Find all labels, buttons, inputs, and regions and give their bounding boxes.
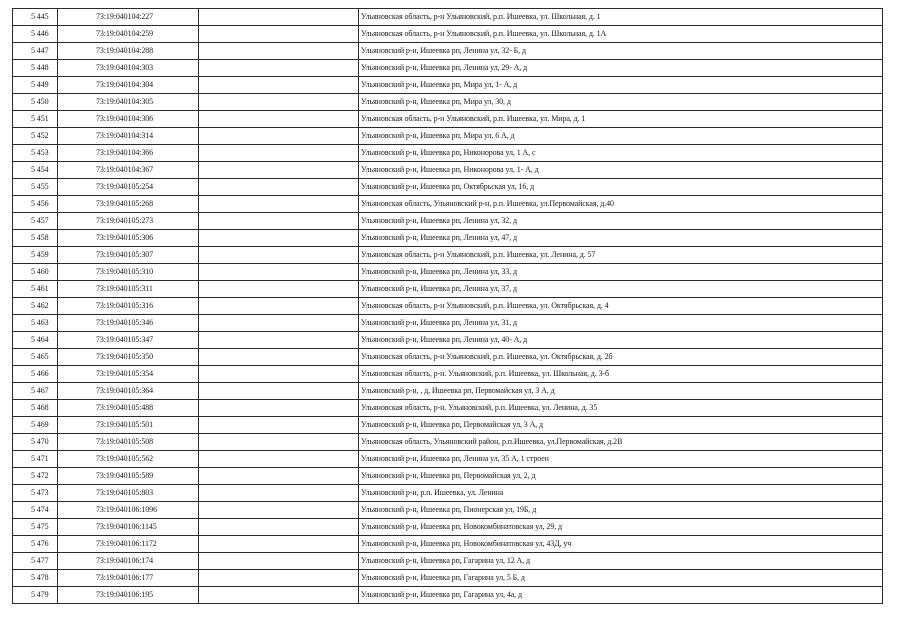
address-cell: Ульяновский р-н, р.п. Ишеевка, ул. Ленина [359, 485, 883, 502]
row-number-cell: 5 467 [13, 383, 58, 400]
table-row [13, 196, 883, 213]
cadastral-number-cell: 73:19:040105:501 [58, 417, 199, 434]
empty-cell [199, 196, 359, 213]
cadastral-number-cell: 73:19:040104:366 [58, 145, 199, 162]
row-number-cell: 5 465 [13, 349, 58, 366]
address-cell: Ульяновский р-н, Ишеевка рп, Ленина ул, 37, д [359, 281, 883, 298]
cadastral-number-cell: 73:19:040105:346 [58, 315, 199, 332]
table-row [13, 264, 883, 281]
empty-cell [199, 553, 359, 570]
cadastral-number-cell: 73:19:040105:589 [58, 468, 199, 485]
table-row [13, 502, 883, 519]
cadastral-number-cell: 73:19:040106:1096 [58, 502, 199, 519]
address-cell: Ульяновский р-н, Ишеевка рп, Ленина ул, 47, д [359, 230, 883, 247]
table-row [13, 383, 883, 400]
empty-cell [199, 298, 359, 315]
row-number-cell: 5 456 [13, 196, 58, 213]
cadastral-number-cell: 73:19:040104:367 [58, 162, 199, 179]
table-row [13, 485, 883, 502]
address-cell: Ульяновский р-н, Ишеевка рп, Ленина ул, 32, д [359, 213, 883, 230]
address-cell: Ульяновская область, р-н Ульяновский, р.п. Ишеевка, ул. Школьная, д. 1 [359, 9, 883, 26]
empty-cell [199, 43, 359, 60]
cadastral-number-cell: 73:19:040105:347 [58, 332, 199, 349]
table-row [13, 26, 883, 43]
row-number-cell: 5 475 [13, 519, 58, 536]
cadastral-number-cell: 73:19:040104:303 [58, 60, 199, 77]
table-row [13, 9, 883, 26]
address-cell: Ульяновский р-н, Ишеевка рп, Первомайская ул, 2, д [359, 468, 883, 485]
table-row [13, 332, 883, 349]
table-row [13, 315, 883, 332]
table-row [13, 570, 883, 587]
cadastral-number-cell: 73:19:040104:305 [58, 94, 199, 111]
cadastral-records-table [12, 8, 883, 604]
empty-cell [199, 94, 359, 111]
address-cell: Ульяновский р-н, Ишеевка рп, Ленина ул, 33, д [359, 264, 883, 281]
table-row [13, 519, 883, 536]
table-row [13, 111, 883, 128]
empty-cell [199, 9, 359, 26]
row-number-cell: 5 457 [13, 213, 58, 230]
address-cell: Ульяновский р-н, Ишеевка рп, Мира ул, 6 А, д [359, 128, 883, 145]
empty-cell [199, 536, 359, 553]
address-cell: Ульяновский р-н, Ишеевка рп, Ленина ул, 35 А, 1 строен [359, 451, 883, 468]
empty-cell [199, 145, 359, 162]
empty-cell [199, 417, 359, 434]
cadastral-number-cell: 73:19:040105:273 [58, 213, 199, 230]
empty-cell [199, 383, 359, 400]
address-cell: Ульяновская область, Ульяновский район, р.п.Ишеевка, ул.Первомайская, д.2В [359, 434, 883, 451]
address-cell: Ульяновская область, р-н Ульяновский, р.п. Ишеевка, ул. Октябрьская, д. 2б [359, 349, 883, 366]
row-number-cell: 5 477 [13, 553, 58, 570]
row-number-cell: 5 460 [13, 264, 58, 281]
table-row [13, 43, 883, 60]
cadastral-number-cell: 73:19:040104:306 [58, 111, 199, 128]
cadastral-number-cell: 73:19:040105:254 [58, 179, 199, 196]
empty-cell [199, 332, 359, 349]
cadastral-number-cell: 73:19:040105:803 [58, 485, 199, 502]
row-number-cell: 5 468 [13, 400, 58, 417]
cadastral-number-cell: 73:19:040104:314 [58, 128, 199, 145]
address-cell: Ульяновский р-н, Ишеевка рп, Мира ул, 30, д [359, 94, 883, 111]
address-cell: Ульяновский р-н, Ишеевка рп, Мира ул, 1- А, д [359, 77, 883, 94]
empty-cell [199, 179, 359, 196]
row-number-cell: 5 470 [13, 434, 58, 451]
empty-cell [199, 451, 359, 468]
cadastral-number-cell: 73:19:040105:364 [58, 383, 199, 400]
cadastral-number-cell: 73:19:040104:259 [58, 26, 199, 43]
table-row [13, 553, 883, 570]
address-cell: Ульяновская область, р-н Ульяновский, р.п. Ишеевка, ул. Ленина, д. 57 [359, 247, 883, 264]
address-cell: Ульяновский р-н, Ишеевка рп, Никонорова ул, 1- А, д [359, 162, 883, 179]
address-cell: Ульяновский р-н, Ишеевка рп, Никонорова ул, 1 А, с [359, 145, 883, 162]
table-row [13, 366, 883, 383]
cadastral-number-cell: 73:19:040106:1172 [58, 536, 199, 553]
address-cell: Ульяновский р-н, Ишеевка рп, Новокомбинатовская ул, 43Д, уч [359, 536, 883, 553]
cadastral-number-cell: 73:19:040105:311 [58, 281, 199, 298]
row-number-cell: 5 454 [13, 162, 58, 179]
table-row [13, 298, 883, 315]
row-number-cell: 5 459 [13, 247, 58, 264]
table-row [13, 179, 883, 196]
row-number-cell: 5 461 [13, 281, 58, 298]
cadastral-number-cell: 73:19:040105:268 [58, 196, 199, 213]
row-number-cell: 5 479 [13, 587, 58, 604]
empty-cell [199, 315, 359, 332]
table-row [13, 536, 883, 553]
row-number-cell: 5 466 [13, 366, 58, 383]
row-number-cell: 5 464 [13, 332, 58, 349]
row-number-cell: 5 455 [13, 179, 58, 196]
address-cell: Ульяновский р-н, Ишеевка рп, Октябрьская ул, 16, д [359, 179, 883, 196]
row-number-cell: 5 472 [13, 468, 58, 485]
empty-cell [199, 468, 359, 485]
empty-cell [199, 400, 359, 417]
address-cell: Ульяновский р-н, Ишеевка рп, Ленина ул, 32- Б, д [359, 43, 883, 60]
table-row [13, 451, 883, 468]
table-row [13, 94, 883, 111]
address-cell: Ульяновский р-н, Ишеевка рп, Ленина ул, 29- А, д [359, 60, 883, 77]
empty-cell [199, 434, 359, 451]
empty-cell [199, 247, 359, 264]
empty-cell [199, 213, 359, 230]
row-number-cell: 5 453 [13, 145, 58, 162]
cadastral-number-cell: 73:19:040106:1145 [58, 519, 199, 536]
row-number-cell: 5 445 [13, 9, 58, 26]
address-cell: Ульяновский р-н, Ишеевка рп, Ленина ул, 31, д [359, 315, 883, 332]
empty-cell [199, 230, 359, 247]
table-body [13, 9, 883, 604]
row-number-cell: 5 462 [13, 298, 58, 315]
cadastral-number-cell: 73:19:040105:306 [58, 230, 199, 247]
address-cell: Ульяновский р-н, Ишеевка рп, Первомайская ул, 3 А, д [359, 417, 883, 434]
table-row [13, 417, 883, 434]
row-number-cell: 5 448 [13, 60, 58, 77]
empty-cell [199, 128, 359, 145]
table-row [13, 468, 883, 485]
cadastral-number-cell: 73:19:040106:195 [58, 587, 199, 604]
table-row [13, 60, 883, 77]
table-row [13, 281, 883, 298]
row-number-cell: 5 471 [13, 451, 58, 468]
cadastral-number-cell: 73:19:040105:350 [58, 349, 199, 366]
row-number-cell: 5 473 [13, 485, 58, 502]
cadastral-number-cell: 73:19:040105:562 [58, 451, 199, 468]
address-cell: Ульяновская область, р-н. Ульяновский, р.п. Ишеевка, ул. Школьная, д. 3-б [359, 366, 883, 383]
address-cell: Ульяновский р-н, Ишеевка рп, Ленина ул, 40- А, д [359, 332, 883, 349]
address-cell: Ульяновская область, р-н. Ульяновский, р.п. Ишеевка, ул. Ленина, д. 35 [359, 400, 883, 417]
cadastral-number-cell: 73:19:040105:307 [58, 247, 199, 264]
address-cell: Ульяновский р-н, Ишеевка рп, Гагарина ул, 4а, д [359, 587, 883, 604]
empty-cell [199, 281, 359, 298]
address-cell: Ульяновская область, р-н Ульяновский, р.п. Ишеевка, ул. Октябрьская, д. 4 [359, 298, 883, 315]
address-cell: Ульяновская область, Ульяновский р-н, р.п. Ишеевка, ул.Первомайская, д.40 [359, 196, 883, 213]
cadastral-number-cell: 73:19:040104:288 [58, 43, 199, 60]
empty-cell [199, 587, 359, 604]
empty-cell [199, 502, 359, 519]
row-number-cell: 5 458 [13, 230, 58, 247]
row-number-cell: 5 449 [13, 77, 58, 94]
empty-cell [199, 60, 359, 77]
table-row [13, 145, 883, 162]
cadastral-number-cell: 73:19:040105:310 [58, 264, 199, 281]
empty-cell [199, 366, 359, 383]
table-row [13, 434, 883, 451]
address-cell: Ульяновский р-н, Ишеевка рп, Гагарина ул, 12 А, д [359, 553, 883, 570]
empty-cell [199, 519, 359, 536]
cadastral-number-cell: 73:19:040106:174 [58, 553, 199, 570]
address-cell: Ульяновский р-н, Ишеевка рп, Новокомбинатовская ул, 29, д [359, 519, 883, 536]
row-number-cell: 5 478 [13, 570, 58, 587]
row-number-cell: 5 450 [13, 94, 58, 111]
table-row [13, 247, 883, 264]
empty-cell [199, 485, 359, 502]
empty-cell [199, 162, 359, 179]
address-cell: Ульяновский р-н, Ишеевка рп, Гагарина ул, 5 Б, д [359, 570, 883, 587]
empty-cell [199, 264, 359, 281]
cadastral-number-cell: 73:19:040105:508 [58, 434, 199, 451]
cadastral-number-cell: 73:19:040105:488 [58, 400, 199, 417]
address-cell: Ульяновская область, р-н Ульяновский, р.п. Ишеевка, ул. Школьная, д. 1А [359, 26, 883, 43]
table-row [13, 77, 883, 94]
row-number-cell: 5 476 [13, 536, 58, 553]
table-row [13, 349, 883, 366]
row-number-cell: 5 452 [13, 128, 58, 145]
table-row [13, 213, 883, 230]
cadastral-number-cell: 73:19:040105:316 [58, 298, 199, 315]
table-row [13, 162, 883, 179]
empty-cell [199, 111, 359, 128]
address-cell: Ульяновский р-н, Ишеевка рп, Пионерская ул, 19Б, д [359, 502, 883, 519]
row-number-cell: 5 474 [13, 502, 58, 519]
empty-cell [199, 77, 359, 94]
cadastral-number-cell: 73:19:040104:304 [58, 77, 199, 94]
table-row [13, 128, 883, 145]
table-row [13, 587, 883, 604]
table-row [13, 400, 883, 417]
row-number-cell: 5 463 [13, 315, 58, 332]
empty-cell [199, 349, 359, 366]
address-cell: Ульяновский р-н, , д, Ишеевка рп, Первомайская ул, 3 А, д [359, 383, 883, 400]
address-cell: Ульяновская область, р-н Ульяновский, р.п. Ишеевка, ул. Мира, д. 1 [359, 111, 883, 128]
cadastral-number-cell: 73:19:040105:354 [58, 366, 199, 383]
empty-cell [199, 26, 359, 43]
row-number-cell: 5 447 [13, 43, 58, 60]
row-number-cell: 5 446 [13, 26, 58, 43]
cadastral-number-cell: 73:19:040104:227 [58, 9, 199, 26]
table-row [13, 230, 883, 247]
row-number-cell: 5 451 [13, 111, 58, 128]
row-number-cell: 5 469 [13, 417, 58, 434]
cadastral-number-cell: 73:19:040106:177 [58, 570, 199, 587]
empty-cell [199, 570, 359, 587]
